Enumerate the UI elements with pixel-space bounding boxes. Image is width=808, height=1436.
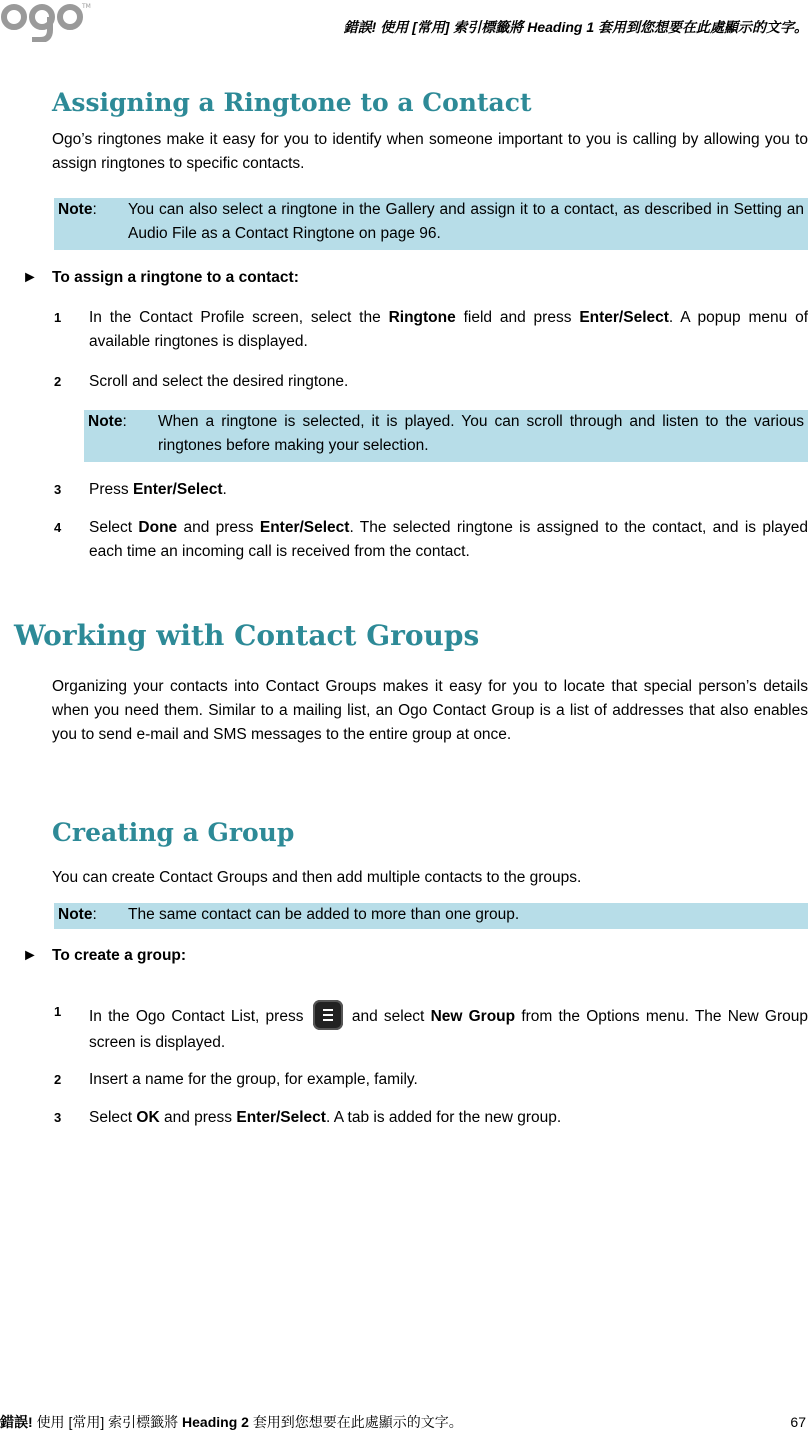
note-label: Note [88, 413, 123, 430]
note-box: Note: You can also select a ringtone in the Gallery and assign it to a contact, as described in Setting an Audio File as a Contact Ringtone on page 96. [54, 198, 808, 250]
step-item [54, 478, 808, 502]
footer-error-body: 使用 [常用] 索引標籤將 [36, 1414, 179, 1430]
procedure-title: To create a group: [52, 947, 187, 964]
step-item [54, 1068, 808, 1092]
step-number: 3 [54, 482, 62, 497]
menu-key-icon [313, 1000, 343, 1030]
step-number: 1 [54, 1004, 62, 1019]
step-item [54, 1106, 808, 1130]
section-title-contact-groups: Working with Contact Groups [14, 619, 480, 652]
procedure-arrow-icon: ► [22, 947, 38, 964]
section-title-assign-ringtone: Assigning a Ringtone to a Contact [52, 88, 532, 117]
step-text: Scroll and select the desired ringtone. [89, 373, 349, 390]
procedure-title: To assign a ringtone to a contact: [52, 269, 299, 286]
step-text: Select OK and press Enter/Select. A tab is added for the new group. [89, 1109, 562, 1126]
header-error-rest: 套用到您想要在此處顯示的文字。 [598, 19, 808, 35]
section1-intro: Ogo’s ringtones make it easy for you to identify when someone important to you is calling by allowing you to assign ringtones to specific contacts. [52, 131, 808, 172]
note-label: Note [58, 906, 93, 923]
section-title-creating-group: Creating a Group [52, 818, 295, 847]
footer-error-bold: 錯誤! [0, 1414, 33, 1430]
step-item [54, 306, 808, 354]
note-box: Note: When a ringtone is selected, it is played. You can scroll through and listen to the various ringtones before making your selection. [84, 410, 808, 462]
step-item [54, 370, 808, 394]
header-error-text [210, 17, 808, 37]
step-number: 2 [54, 1072, 62, 1087]
header-error-heading: Heading 1 [527, 19, 595, 35]
step-text: In the Contact Profile screen, select the Ringtone field and press Enter/Select. A popup menu of available ringtones is displayed. [89, 309, 808, 350]
note-text: When a ringtone is selected, it is played. You can scroll through and listen to the various ringtones before making your selection. [158, 413, 804, 454]
note-label: Note [58, 201, 93, 218]
note-text: The same contact can be added to more than one group. [128, 906, 520, 923]
step-number: 4 [54, 520, 62, 535]
section3-intro: You can create Contact Groups and then add multiple contacts to the groups. [52, 869, 582, 886]
step-item [54, 516, 808, 564]
note-text: You can also select a ringtone in the Gallery and assign it to a contact, as described in Setting an Audio File as a Contact Ringtone on page 96. [128, 201, 804, 242]
step-text: In the Ogo Contact List, press and select New Group from the Options menu. The New Group screen is displayed. [89, 1000, 808, 1056]
step-number: 1 [54, 310, 62, 325]
section2-intro: Organizing your contacts into Contact Groups makes it easy for you to locate that special person’s details when you need them. Similar to a mailing list, an Ogo Contact Group is a list of addresses that also enables you to send e-mail and SMS messages to the entire group at once. [52, 678, 808, 743]
ogo-logo [0, 0, 92, 42]
step-text: Select Done and press Enter/Select. The selected ringtone is assigned to the contact, and is played each time an incoming call is received from the contact. [89, 519, 808, 560]
step-text: Press Enter/Select. [89, 481, 227, 498]
procedure-heading [22, 266, 299, 290]
note-box: Note: The same contact can be added to more than one group. [54, 903, 808, 929]
procedure-arrow-icon: ► [22, 269, 38, 286]
footer-error-heading: Heading 2 [182, 1414, 249, 1430]
step-number: 3 [54, 1110, 62, 1125]
procedure-heading [22, 944, 186, 968]
page-number: 67 [790, 1414, 806, 1430]
footer-error-rest: 套用到您想要在此處顯示的文字。 [252, 1414, 463, 1430]
svg-text:TM: TM [82, 3, 91, 10]
step-item [54, 1000, 808, 1056]
step-text: Insert a name for the group, for example, family. [89, 1071, 418, 1088]
header-error-bold: 錯誤! 使用 [常用] 索引標籤將 [343, 19, 524, 35]
step-number: 2 [54, 374, 62, 389]
footer-error-text [0, 1411, 463, 1433]
